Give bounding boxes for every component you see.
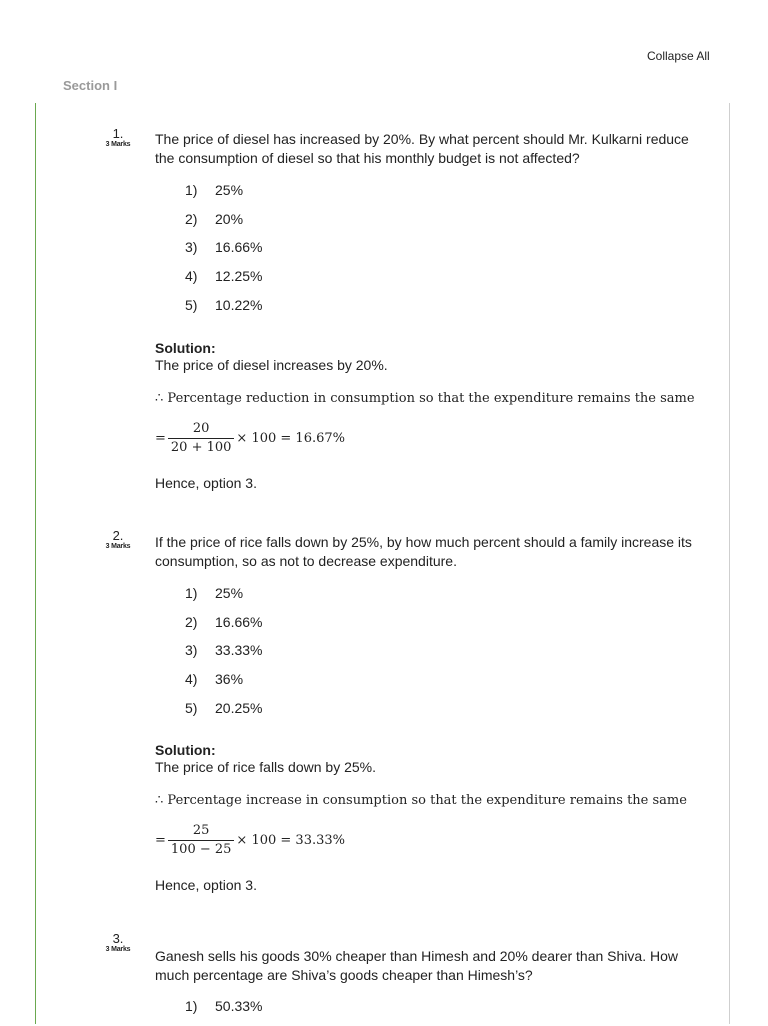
question-marks: 3 Marks	[105, 543, 131, 550]
option-key: 4)	[185, 268, 198, 285]
solution-heading: Solution:	[155, 340, 216, 356]
formula-result: × 100 = 33.33%	[236, 833, 345, 848]
question-number: 3.	[112, 931, 124, 946]
solution-block	[155, 742, 715, 894]
option-key: 1)	[185, 182, 198, 198]
solution-formula	[155, 420, 715, 457]
question-marks: 3 Marks	[105, 946, 131, 953]
question-text: If the price of rice falls down by 25%, by how much percent should a family increase its consumption, so as not to decrease expenditure.	[155, 534, 692, 569]
option-key: 2)	[185, 210, 198, 227]
solution-conclusion: Hence, option 3.	[155, 877, 257, 893]
option-value: 25%	[215, 182, 244, 198]
formula-result: × 100 = 16.67%	[236, 431, 345, 446]
option-value: 16.66%	[215, 613, 263, 630]
options-list	[185, 584, 262, 727]
option-key: 4)	[185, 671, 198, 688]
option-item[interactable]	[185, 670, 262, 699]
solution-line: The price of diesel increases by 20%.	[155, 357, 388, 373]
question-number: 2.	[112, 528, 124, 543]
solution-line: The price of rice falls down by 25%.	[155, 759, 376, 775]
question-number-badge	[98, 932, 138, 954]
option-key: 3)	[185, 642, 198, 659]
option-item[interactable]	[185, 210, 262, 239]
option-value: 10.22%	[215, 296, 263, 313]
option-item[interactable]	[185, 584, 262, 613]
fraction-numerator: 25	[192, 823, 210, 838]
options-list	[185, 997, 262, 1026]
option-item[interactable]	[185, 997, 262, 1026]
question-number-badge	[98, 529, 138, 551]
question-number-badge	[98, 127, 138, 149]
question-marks: 3 Marks	[105, 141, 131, 148]
right-divider	[729, 103, 730, 1024]
option-item[interactable]	[185, 699, 262, 728]
fraction-denominator: 20 + 100	[168, 438, 235, 457]
option-key: 1)	[185, 585, 198, 601]
solution-formula	[155, 822, 715, 859]
option-item[interactable]	[185, 613, 262, 642]
option-value: 20.25%	[215, 699, 263, 716]
formula-fraction	[168, 420, 235, 457]
option-value: 25%	[215, 585, 244, 601]
option-item[interactable]	[185, 238, 262, 267]
option-key: 3)	[185, 239, 198, 256]
option-key: 5)	[185, 699, 198, 716]
option-item[interactable]	[185, 181, 262, 210]
solution-conclusion: Hence, option 3.	[155, 475, 257, 491]
option-item[interactable]	[185, 267, 262, 296]
option-value: 36%	[215, 671, 244, 688]
solution-heading: Solution:	[155, 742, 216, 758]
options-list	[185, 181, 262, 324]
question-number: 1.	[112, 126, 124, 141]
solution-therefore: ∴ Percentage reduction in consumption so that the expenditure remains the same	[155, 391, 695, 406]
formula-fraction	[168, 822, 235, 859]
formula-equals: =	[155, 431, 166, 446]
option-item[interactable]	[185, 641, 262, 670]
fraction-denominator: 100 − 25	[168, 840, 235, 859]
left-divider	[35, 103, 36, 1024]
collapse-all-link[interactable]: Collapse All	[647, 49, 710, 63]
option-item[interactable]	[185, 296, 262, 325]
option-value: 20%	[215, 210, 244, 227]
solution-therefore: ∴ Percentage increase in consumption so that the expenditure remains the same	[155, 793, 687, 808]
formula-equals: =	[155, 833, 166, 848]
option-value: 50.33%	[215, 998, 263, 1014]
fraction-numerator: 20	[192, 421, 210, 436]
question-text: Ganesh sells his goods 30% cheaper than Himesh and 20% dearer than Shiva. How much percentage are Shiva’s goods cheaper than Himesh’s?	[155, 948, 678, 983]
option-key: 2)	[185, 613, 198, 630]
option-value: 33.33%	[215, 642, 263, 659]
option-key: 5)	[185, 296, 198, 313]
option-value: 12.25%	[215, 268, 263, 285]
section-title: Section I	[63, 78, 118, 93]
solution-block	[155, 340, 715, 492]
question-text: The price of diesel has increased by 20%. By what percent should Mr. Kulkarni reduce the consumption of diesel so that his monthly budget is not affected?	[155, 131, 689, 166]
option-key: 1)	[185, 998, 198, 1014]
option-value: 16.66%	[215, 239, 263, 256]
